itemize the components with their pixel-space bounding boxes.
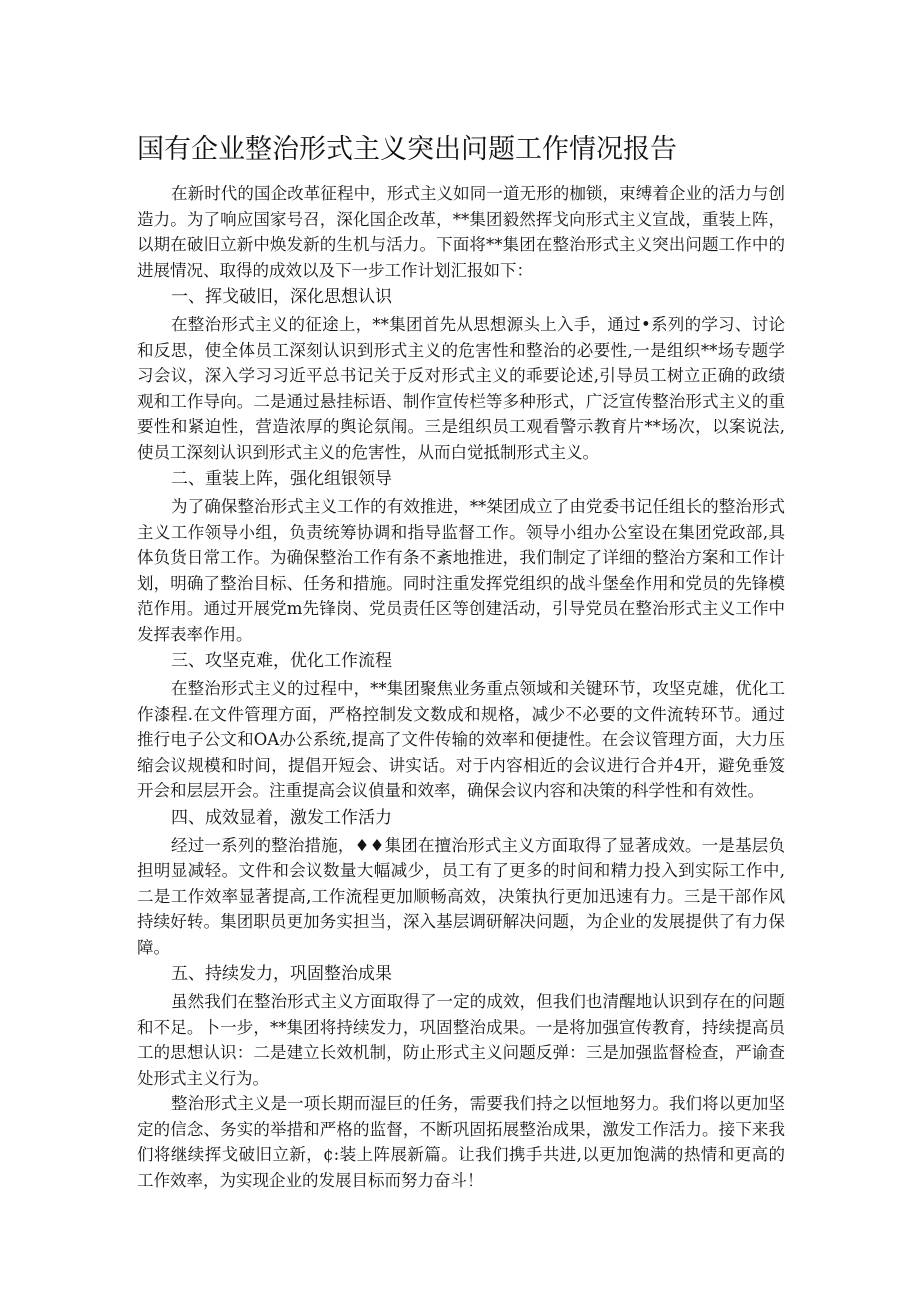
section-body-3: 在整治形式主义的过程中，**集团聚焦业务重点领域和关键环节，攻坚克雄，优化工作漆程.在文件管理方面，严格控制发文数成和规格，减少不必要的文件流转环节。通过推行电子公文和OA办公系统,提高了文件传输的效率和便捷性。在会议管理方面，大力压缩会议规模和时间，提倡开短会、讲实话。对于内容相近的会议进行合并4开，避免垂笈开会和层层开会。注重提高会议偵量和效率，确保会议内容和决策的科学性和有效性。 (137, 679, 785, 800)
intro-paragraph: 在新时代的国企改革征程中，形式主义如同一道无形的枷锁，束缚着企业的活力与创造力。为了响应国家号召，深化国企改革，**集团毅然挥戈向形式主义宣战，重装上阵，以期在破旧立新中焕发新的生机与活力。下面将**集团在整治形式主义突出问题工作中的进展情况、取得的成效以及下一步工作计划汇报如下： (137, 184, 785, 280)
document-body (137, 181, 785, 1193)
section-heading-2: 二、重装上阵，强化组银领导 (171, 469, 392, 489)
section-heading-4: 四、成效显着，激发工作活力 (171, 807, 392, 828)
section-body-1: 在整治形式主义的征途上，**集团首先从思想源头上入手，通过•系列的学习、讨论和反思，使全体员工深刻认识到形式主义的危害性和整治的必要性,一是组织**场专题学习会议，深入学习习近平总书记关于反对形式主义的乖要论述,引导员工树立正确的政绩观和工作导向。二是通过悬挂标语、制作宣传栏等多种形式，广泛宣传整治形式主义的重要性和紧迫性，营造浓厚的舆论氛闱。三是组织员工观看警示教育片**场次，以案说法,使员工深刻认识到形式主义的危害性，从而白觉抵制形式主义。 (137, 315, 785, 462)
document-title: 国有企业整治形式主义突出问题工作情况报告 (137, 134, 677, 165)
section-body-4: 经过一系列的整治措施，♦♦集团在擅治形式主义方面取得了显著成效。一是基层负担明显减轻。文件和会议数量大幅减少，员工有了更多的时间和精力投入到实际工作中,二是工作效率显著提高,工作流程更加顺畅高效，决策执行更加迅速有力。三是干部作风持续好转。集团职员更加务实担当，深入基层调研解决问题，为企业的发展提供了有力保障。 (137, 835, 785, 957)
section-heading-3: 三、攻坚克难，优化工作流程 (171, 651, 392, 671)
section-heading-1: 一、挥戈破旧，深化思想认识 (171, 287, 392, 307)
section-body-5: 虽然我们在整治形式主义方面取得了一定的成效，但我们也清醒地认识到存在的问题和不足。卜一步，**集团将持续发力，巩固整治成果。一是将加强宣传教育，持续提高员工的思想认识：二是建立长效机制，防止形式主义问题反弹：三是加强监督检查，严谕查处形式主义行为。 (137, 992, 785, 1088)
section-heading-5: 五、持续发力，巩固整治成果 (171, 964, 392, 984)
section-body-2: 为了确保整治形式主义工作的有效推进，**桀团成立了由党委书记任组长的整治形式主义工作领导小组，负责统筹协调和指导监督工作。领导小组办公室设在集团党政部,具体负货日常工作。为确保整治工作有条不紊地推进，我们制定了详细的整治方案和工作计划，明确了整治目标、任务和措施。同时注重发挥党组织的战斗堡垒作用和党员的先锋模范作用。通过开展党m先锋岗、党员责任区等创建活动，引导党员在整治形式主义工作中发挥表率作用。 (137, 497, 785, 644)
closing-paragraph: 整治形式主义是一项长期而湿巨的任务，需要我们持之以恒地努力。我们将以更加坚定的信念、务实的举措和严格的监督，不断巩固拓展整治成果，激发工作活力。接下来我们将继续挥戈破旧立新，¢:装上阵展新篇。让我们携手共进,以更加饱满的热情和更高的工作效率，为实现企业的发展目标而努力奋斗！ (137, 1094, 785, 1190)
